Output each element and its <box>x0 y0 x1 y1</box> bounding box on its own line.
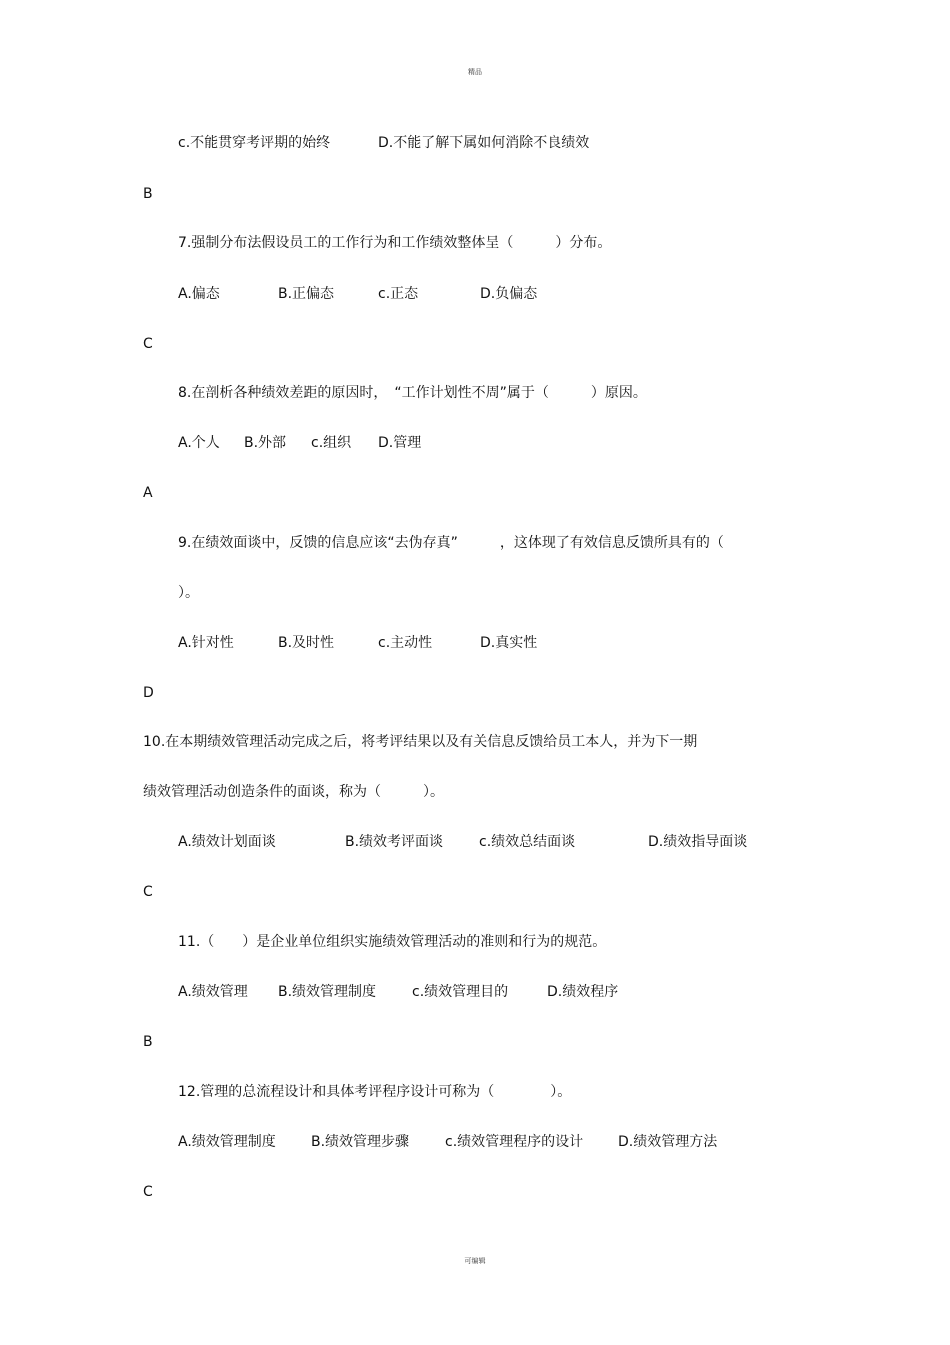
q9-question-line2: ）。 <box>178 585 199 601</box>
q7-option-a: A.偏态 <box>178 286 220 302</box>
q9-answer: D <box>143 685 154 701</box>
q7-answer: C <box>143 336 153 352</box>
q11-option-b: B.绩效管理制度 <box>278 984 377 1000</box>
q7-question: 7.强制分布法假设员工的工作行为和工作绩效整体呈（ ）分布。 <box>178 235 612 251</box>
q7-option-b: B.正偏态 <box>278 286 335 302</box>
q12-option-c: c.绩效管理程序的设计 <box>445 1134 584 1150</box>
q8-option-b: B.外部 <box>244 435 287 451</box>
q9-question-line1: 9.在绩效面谈中，反馈的信息应该“去伪存真” ，这体现了有效信息反馈所具有的（ <box>178 535 724 551</box>
q10-option-c: c.绩效总结面谈 <box>479 834 576 850</box>
q10-answer: C <box>143 884 153 900</box>
q10-question-line1: 10.在本期绩效管理活动完成之后，将考评结果以及有关信息反馈给员工本人，并为下一期 <box>143 734 698 750</box>
q8-option-d: D.管理 <box>378 435 422 451</box>
q9-option-d: D.真实性 <box>480 635 538 651</box>
q7-option-c: c.正态 <box>378 286 419 302</box>
q8-option-a: A.个人 <box>178 435 220 451</box>
q11-question: 11.（ ）是企业单位组织实施绩效管理活动的准则和行为的规范。 <box>178 934 607 950</box>
q10-option-b: B.绩效考评面谈 <box>345 834 444 850</box>
q12-option-b: B.绩效管理步骤 <box>311 1134 410 1150</box>
q6-answer: B <box>143 186 153 202</box>
q8-answer: A <box>143 485 153 501</box>
q11-option-c: c.绩效管理目的 <box>412 984 509 1000</box>
q12-option-a: A.绩效管理制度 <box>178 1134 276 1150</box>
q12-option-d: D.绩效管理方法 <box>618 1134 718 1150</box>
q9-option-a: A.针对性 <box>178 635 234 651</box>
q11-option-d: D.绩效程序 <box>547 984 619 1000</box>
q8-option-c: c.组织 <box>311 435 352 451</box>
q8-question: 8.在剖析各种绩效差距的原因时， “工作计划性不周”属于（ ）原因。 <box>178 385 647 401</box>
q7-option-d: D.负偏态 <box>480 286 538 302</box>
q6-option-d: D.不能了解下属如何消除不良绩效 <box>378 135 590 151</box>
q12-answer: C <box>143 1184 153 1200</box>
q6-option-c: c.不能贯穿考评期的始终 <box>178 135 331 151</box>
q9-option-b: B.及时性 <box>278 635 335 651</box>
q9-option-c: c.主动性 <box>378 635 433 651</box>
q10-option-d: D.绩效指导面谈 <box>648 834 748 850</box>
q10-question-line2: 绩效管理活动创造条件的面谈，称为（ ）。 <box>143 784 444 800</box>
q11-option-a: A.绩效管理 <box>178 984 248 1000</box>
q11-answer: B <box>143 1034 153 1050</box>
q10-option-a: A.绩效计划面谈 <box>178 834 276 850</box>
page-footer: 可编辑 <box>464 1257 486 1265</box>
q12-question: 12.管理的总流程设计和具体考评程序设计可称为（ ）。 <box>178 1084 572 1100</box>
page-header: 精品 <box>468 68 482 76</box>
